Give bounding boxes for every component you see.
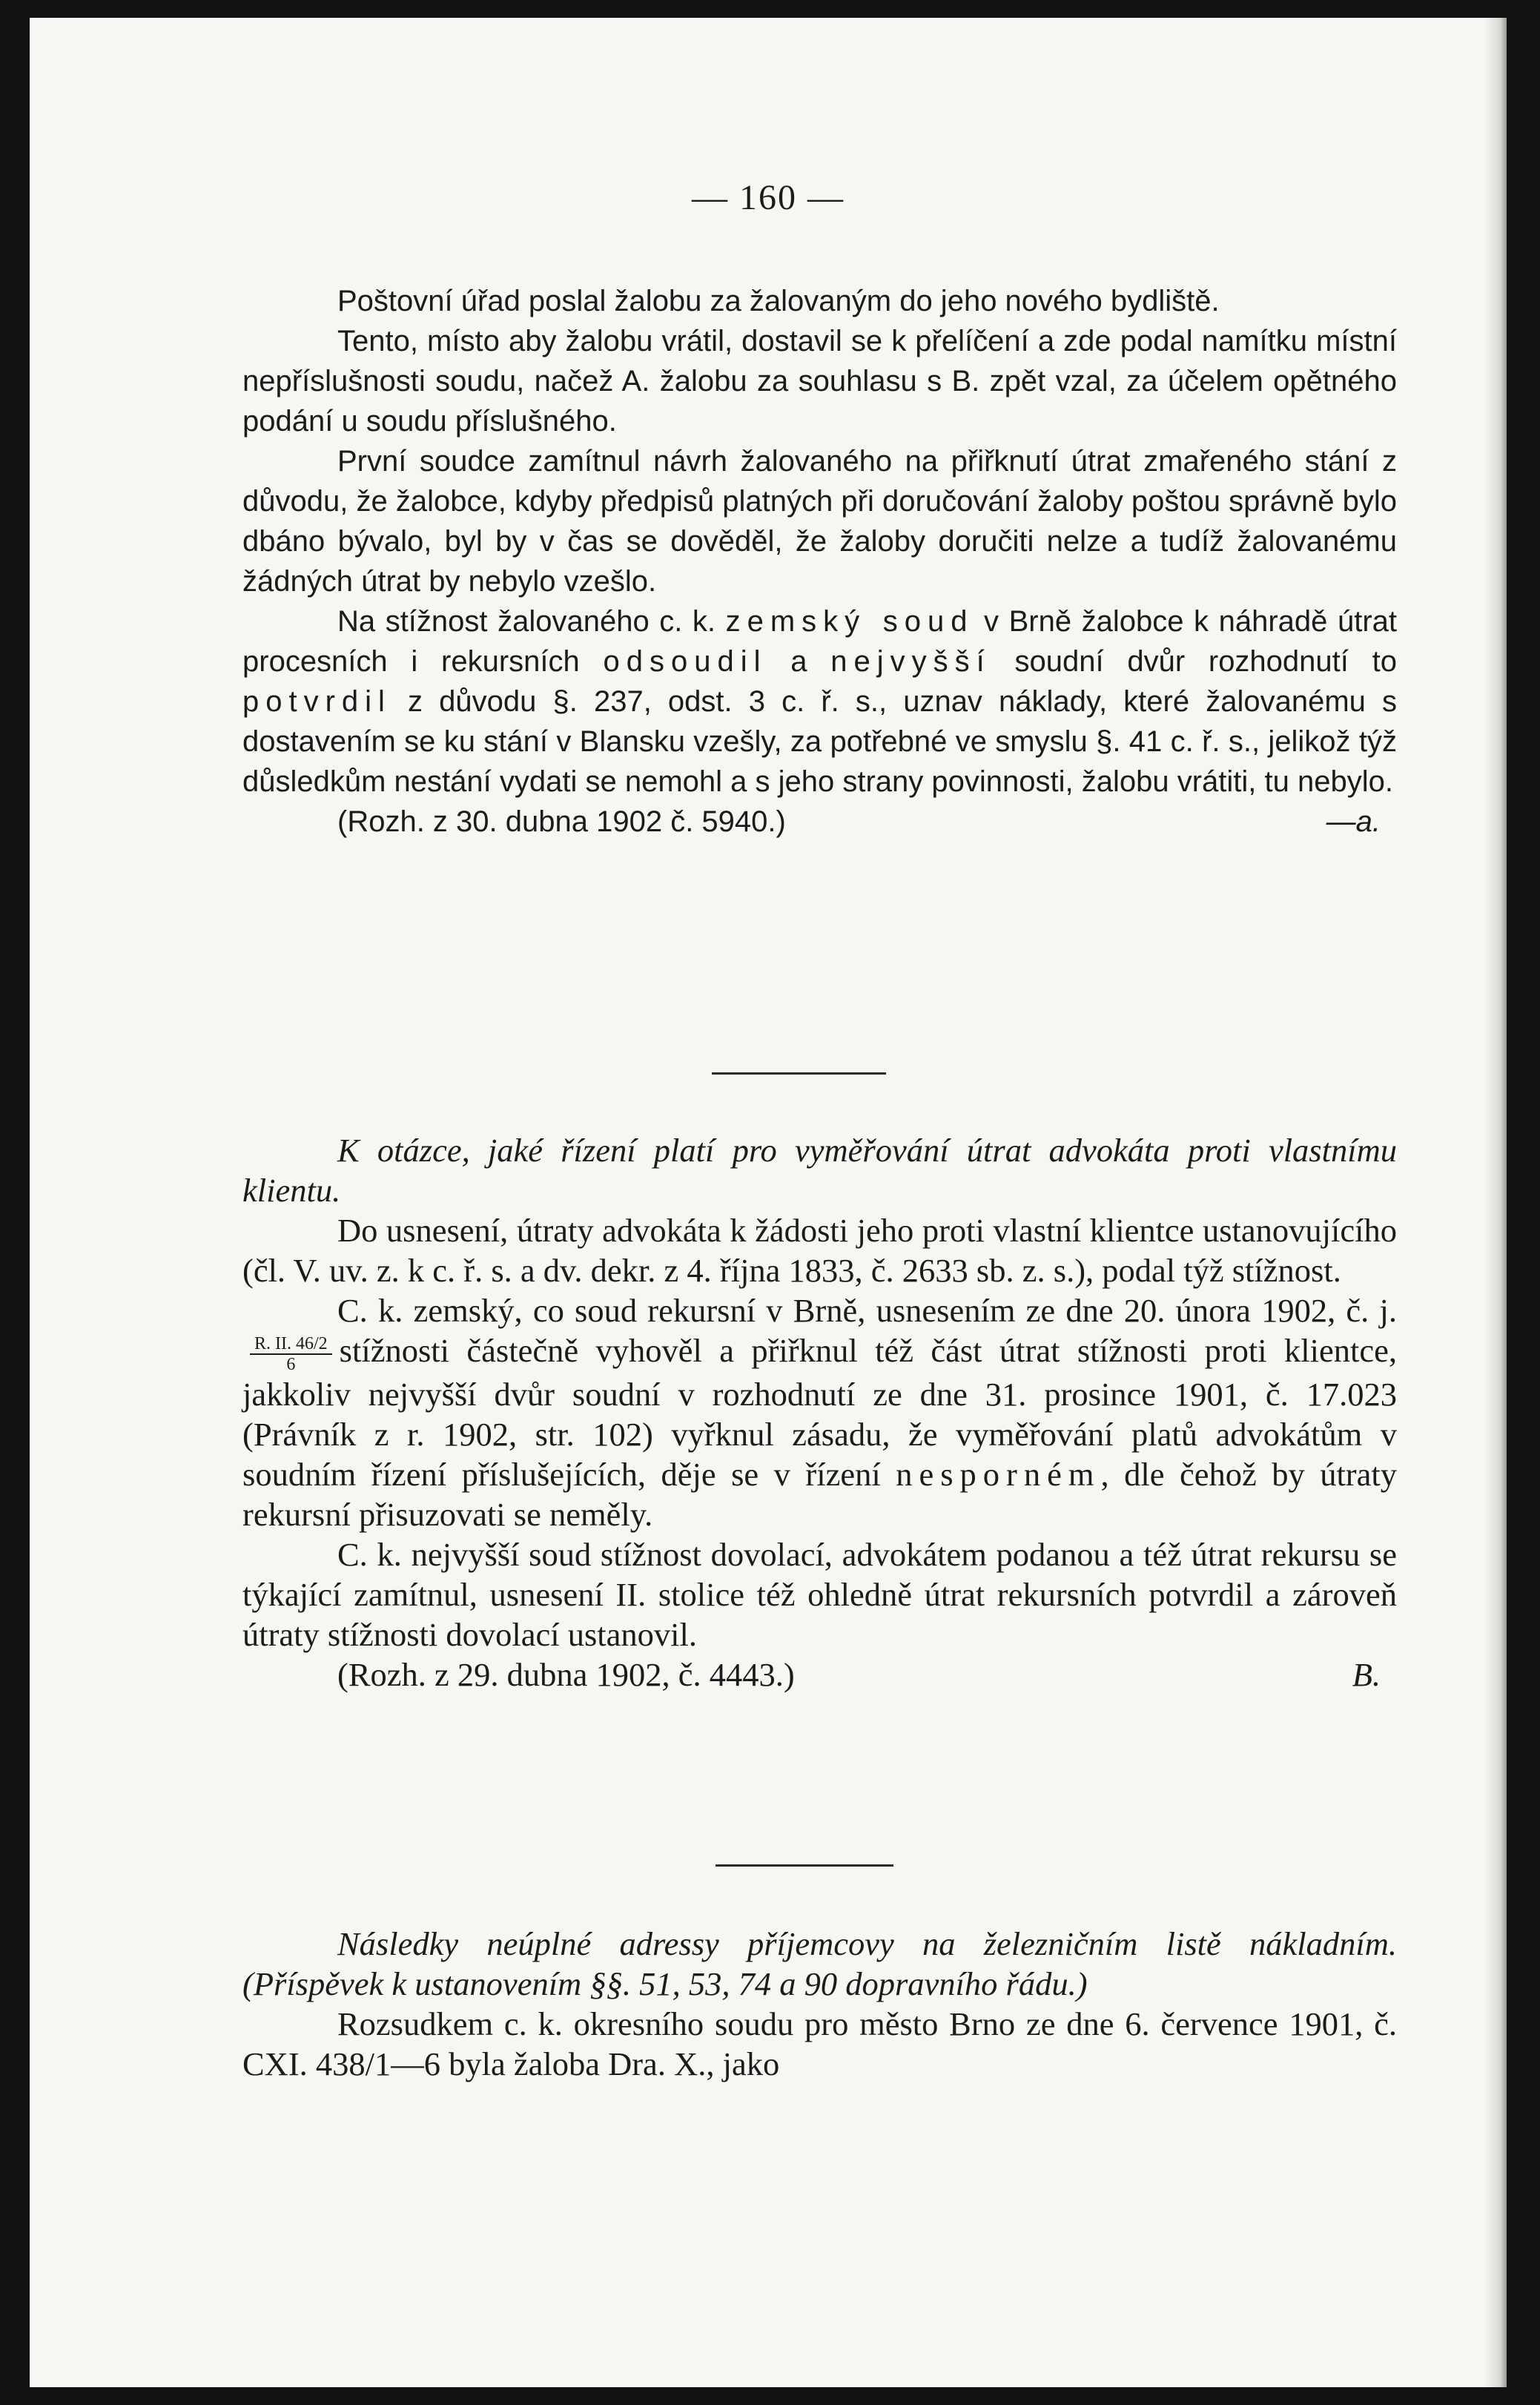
section-divider [712,1072,886,1075]
paragraph: C. k. zemský, co soud rekursní v Brně, usnesením ze dne 20. února 1902, č. j. $\frac{R. II. 46/2}{6}$ stížnosti částečně vyhověl a přiřknul též část útrat stížnosti proti klientce, jakkoliv nejvyšší dvůr soudní v rozhodnutí ze dne 31. prosince 1901, č. 17.023 (Právník z r. 1902, str. 102) vyřknul zásadu, že vyměřování platů advokátům v soudním řízení příslušejících, děje se v řízení nesporném, dle čehož by útraty rekursní přisuzovati se neměly. [242,1292,1397,1533]
signature: —a. [1326,805,1381,838]
page-number: — 160 — [692,178,845,217]
section-1 [242,281,1397,842]
paragraph: Do usnesení, útraty advokáta k žádosti jeho proti vlastní klientce ustanovujícího (čl. V. uv. z. k c. ř. s. a dv. dekr. z 4. října 1833, č. 2633 sb. z. s.), podal týž stížnost. [242,1212,1397,1289]
paragraph: Na stížnost žalovaného c. k. zemský soud v Brně žalobce k náhradě útrat procesních i rekursních odsoudil a nejvyšší soudní dvůr rozhodnutí to potvrdil z důvodu §. 237, odst. 3 c. ř. s., uznav náklady, které žalovanému s dostavením se ku stání v Blansku vzešly, za potřebné ve smyslu §. 41 c. ř. s., jelikož týž důsledkům nestání vydati se nemohl a s jeho strany povinnosti, žalobu vrátiti, tu nebylo. [242,605,1398,798]
paragraph: Poštovní úřad poslal žalobu za žalovaným do jeho nového bydliště. [337,285,1220,317]
signature: B. [1352,1655,1381,1693]
document-page [30,18,1507,2387]
case-number-fraction: $\frac{R. II. 46/2}{6}$ [250,1334,332,1374]
section-3 [242,1924,1397,2084]
citation-line [242,1655,1397,1695]
section-2 [242,1130,1397,1695]
scan-edge-shadow [1484,18,1507,2387]
citation: (Rozh. z 29. dubna 1902, č. 4443.) [337,1655,795,1693]
paragraph: Rozsudkem c. k. okresního soudu pro město Brno ze dne 6. července 1901, č. CXI. 438/1—6 byla žaloba Dra. X., jako [242,2005,1397,2082]
paragraph: C. k. nejvyšší soud stížnost dovolací, advokátem podanou a též útrat rekursu se týkající zamítnul, usnesení II. stolice též ohledně útrat rekursních potvrdil a zároveň útraty stížnosti dovolací ustanovil. [242,1535,1397,1653]
citation: (Rozh. z 30. dubna 1902 č. 5940.) [337,805,786,838]
paragraph: První soudce zamítnul návrh žalovaného na přiřknutí útrat zmařeného stání z důvodu, že žalobce, kdyby předpisů platných při doručování žaloby poštou správně bylo dbáno bývalo, byl by v čas se dověděl, že žaloby doručiti nelze a tudíž žalovanému žádných útrat by nebylo vzešlo. [242,445,1397,598]
section-heading: Následky neúplné adressy příjemcovy na železničním listě nákladním. (Příspěvek k ustanovením §§. 51, 53, 74 a 90 dopravního řádu.) [242,1925,1397,2002]
section-heading: K otázce, jaké řízení platí pro vyměřování útrat advokáta proti vlastnímu klientu. [242,1132,1397,1209]
section-divider [716,1864,893,1867]
paragraph: Tento, místo aby žalobu vrátil, dostavil se k přelíčení a zde podal namítku místní nepříslušnosti soudu, načež A. žalobu za souhlasu s B. zpět vzal, za účelem opětného podání u soudu příslušného. [242,325,1397,438]
citation-line [242,802,1397,842]
